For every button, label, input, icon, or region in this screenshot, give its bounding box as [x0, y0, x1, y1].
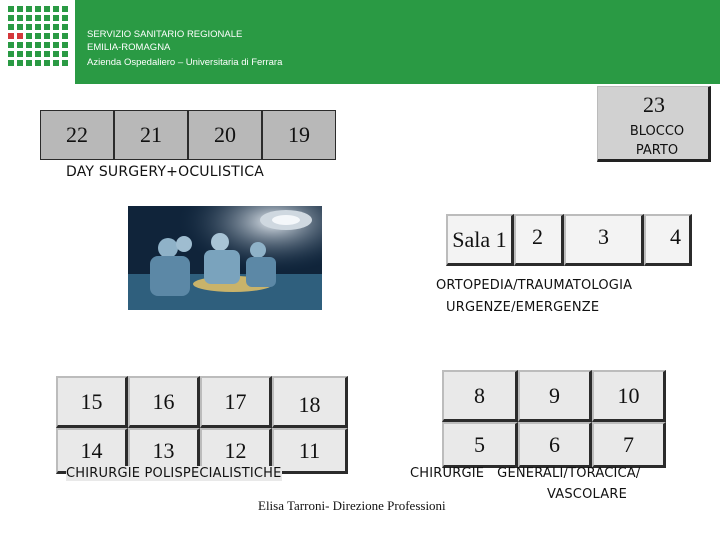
room-number: 7: [623, 431, 634, 457]
logo-dot: [53, 6, 59, 12]
logo-dot: [35, 42, 41, 48]
room-21[interactable]: [114, 110, 188, 160]
room-number: 9: [549, 382, 560, 408]
room-number: 8: [474, 382, 485, 408]
room-number: 5: [474, 431, 485, 457]
room-number: 3: [598, 223, 609, 249]
generali-label-line-1: CHIRURGIE GENERALI/TORACICA/: [410, 466, 641, 481]
room-number: 22: [66, 122, 88, 147]
room-7[interactable]: [592, 422, 666, 468]
room-5[interactable]: [442, 422, 518, 468]
logo-dot: [26, 51, 32, 57]
room-number: 20: [214, 122, 236, 147]
room-9[interactable]: [518, 370, 592, 422]
logo-dot: [35, 15, 41, 21]
room-number: 6: [549, 431, 560, 457]
logo-dot: [62, 6, 68, 12]
logo-dot: [44, 42, 50, 48]
room-number: 11: [298, 437, 321, 463]
room-number: 13: [152, 437, 175, 463]
blocco-parto-label: BLOCCO PARTO: [629, 124, 685, 158]
logo-dot: [35, 6, 41, 12]
room-sala-1[interactable]: [446, 214, 514, 266]
logo-dot: [35, 51, 41, 57]
logo-dot: [44, 24, 50, 30]
logo-dot: [17, 6, 23, 12]
logo-dot: [26, 15, 32, 21]
logo-dot: [44, 51, 50, 57]
room-2[interactable]: [514, 214, 564, 266]
room-8[interactable]: [442, 370, 518, 422]
logo-dot: [8, 42, 14, 48]
room-number: 16: [152, 388, 175, 414]
room-10[interactable]: [592, 370, 666, 422]
logo-dot: [8, 6, 14, 12]
logo-dot: [53, 15, 59, 21]
room-number: 21: [140, 122, 162, 147]
room-number: 18: [298, 391, 321, 417]
header-line-1: SERVIZIO SANITARIO REGIONALE: [87, 29, 243, 40]
logo-dot: [53, 42, 59, 48]
logo-dot: [26, 33, 32, 39]
blocco-parto-number: 23: [643, 92, 665, 117]
logo-dot: [53, 51, 59, 57]
logo-dot: [8, 15, 14, 21]
room-18[interactable]: [272, 376, 348, 428]
logo-dot: [62, 33, 68, 39]
logo-dot: [26, 60, 32, 66]
logo-dot: [17, 33, 23, 39]
room-4[interactable]: [644, 214, 692, 266]
header-green-band: [75, 0, 720, 84]
logo-dot: [35, 33, 41, 39]
logo-dot: [44, 6, 50, 12]
polispecialistiche-label: CHIRURGIE POLISPECIALISTICHE: [66, 466, 282, 481]
room-16[interactable]: [128, 376, 200, 428]
logo-dot: [62, 42, 68, 48]
room-number: 17: [224, 388, 247, 414]
header-line-3: Azienda Ospedaliero – Universitaria di Ferrara: [87, 57, 283, 68]
room-3[interactable]: [564, 214, 644, 266]
room-11[interactable]: [272, 428, 348, 474]
logo-dot: [62, 24, 68, 30]
room-number: 10: [617, 382, 640, 408]
logo-dot: [53, 33, 59, 39]
logo-dot: [26, 24, 32, 30]
room-number: 15: [80, 388, 103, 414]
logo-dot: [26, 6, 32, 12]
room-6[interactable]: [518, 422, 592, 468]
surgery-photo: [128, 206, 322, 310]
room-19[interactable]: [262, 110, 336, 160]
logo-dot: [44, 15, 50, 21]
footer-author: Elisa Tarroni- Direzione Professioni: [258, 498, 446, 513]
room-number: 4: [670, 223, 681, 249]
logo-dot: [8, 24, 14, 30]
logo-dot: [62, 15, 68, 21]
day-surgery-label: DAY SURGERY+OCULISTICA: [66, 164, 264, 180]
logo-dot: [17, 15, 23, 21]
logo-dot: [53, 24, 59, 30]
logo-dot: [53, 60, 59, 66]
logo-dot: [44, 60, 50, 66]
room-17[interactable]: [200, 376, 272, 428]
logo-dot: [26, 42, 32, 48]
logo-dot: [8, 60, 14, 66]
header-line-2: EMILIA-ROMAGNA: [87, 42, 171, 53]
logo-dot: [8, 51, 14, 57]
logo-dot: [62, 60, 68, 66]
room-22[interactable]: [40, 110, 114, 160]
logo-dot: [17, 51, 23, 57]
logo-dot: [35, 60, 41, 66]
ortopedia-label-line-1: ORTOPEDIA/TRAUMATOLOGIA: [436, 278, 633, 293]
room-number: 14: [80, 437, 103, 463]
room-number: 2: [532, 223, 543, 249]
generali-label-line-2: VASCOLARE: [547, 487, 627, 502]
room-20[interactable]: [188, 110, 262, 160]
ortopedia-label-line-2: URGENZE/EMERGENZE: [446, 300, 600, 315]
logo-dot: [17, 60, 23, 66]
logo-dot: [62, 51, 68, 57]
room-number: 12: [224, 437, 247, 463]
logo-dot: [8, 33, 14, 39]
logo-dot: [17, 24, 23, 30]
regional-logo-icon: [8, 6, 70, 68]
room-15[interactable]: [56, 376, 128, 428]
logo-dot: [44, 33, 50, 39]
logo-dot: [35, 24, 41, 30]
room-number: Sala 1: [452, 226, 507, 252]
room-number: 19: [288, 122, 310, 147]
logo-dot: [17, 42, 23, 48]
